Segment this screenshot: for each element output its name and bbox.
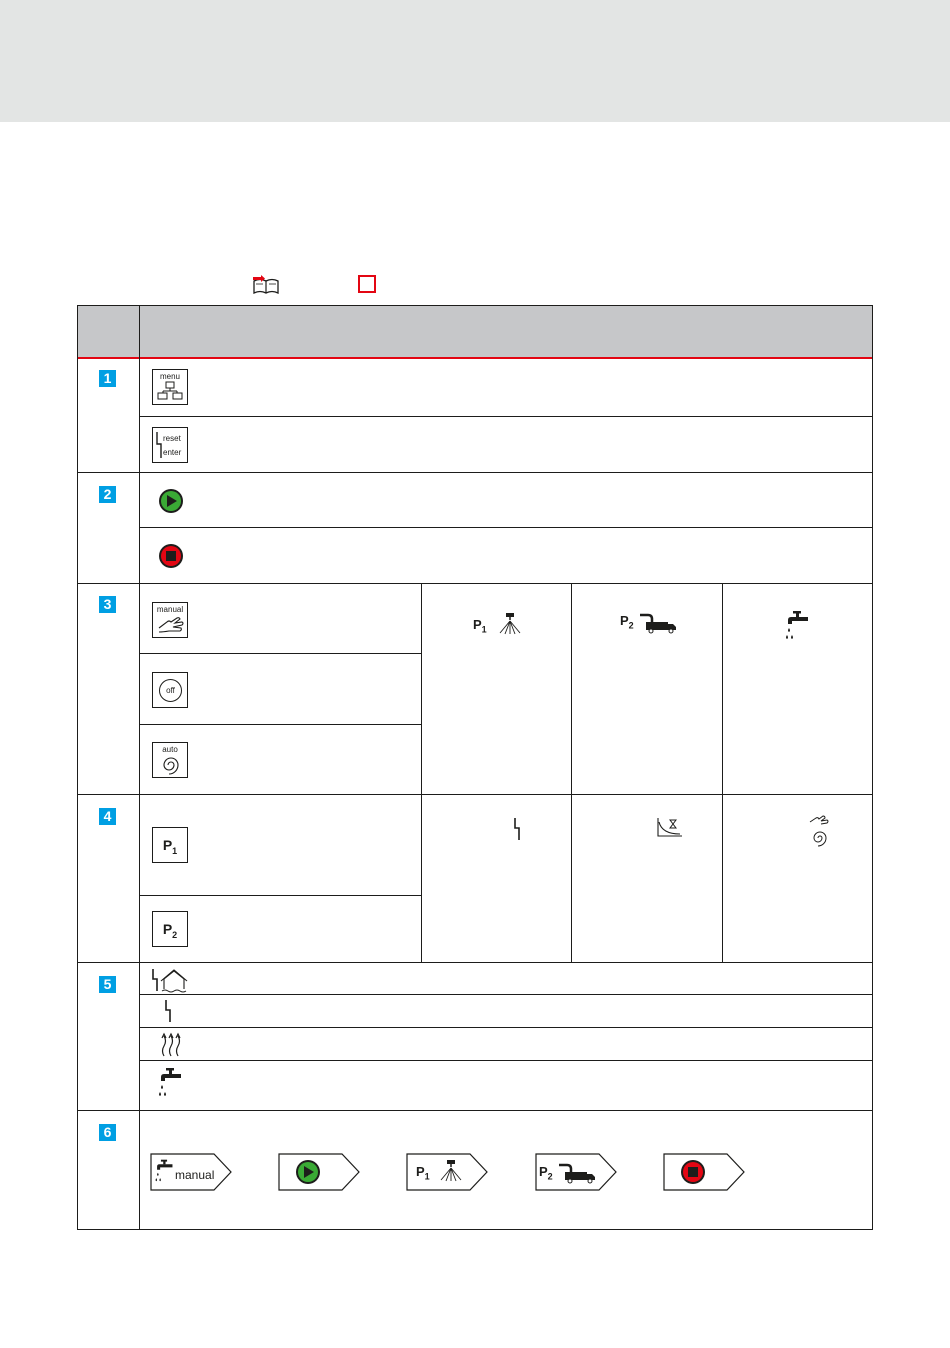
- status-tag-manual: [150, 1153, 232, 1191]
- off-mode-button[interactable]: [152, 672, 188, 708]
- row-number-1: 1: [99, 370, 116, 387]
- row-number-4: 4: [99, 808, 116, 825]
- tag-p2-sub: 2: [547, 1171, 553, 1182]
- row-number-2: 2: [99, 486, 116, 503]
- manual-reference-book-icon: [252, 275, 280, 295]
- auto-label: auto: [162, 745, 178, 754]
- water-tap-icon: [784, 611, 810, 643]
- p1-button[interactable]: [152, 827, 188, 863]
- truck-refill-icon: [557, 1161, 597, 1185]
- water-tap-icon: [154, 1157, 174, 1187]
- menu-button[interactable]: [152, 369, 188, 405]
- table-header-row: [78, 306, 872, 359]
- status-tag-p2: [535, 1153, 617, 1191]
- hand-icon: [157, 614, 185, 634]
- stop-square: [688, 1167, 698, 1177]
- tag-p2-label: P: [539, 1164, 548, 1179]
- spray-nozzle-icon: [439, 1160, 463, 1182]
- play-triangle: [304, 1166, 314, 1178]
- building-fault-icon: [150, 967, 190, 993]
- manual-mode-button[interactable]: [152, 602, 188, 638]
- p2-button-sub: 2: [172, 929, 178, 940]
- water-tap-icon: [157, 1068, 183, 1100]
- heating-icon: [160, 1032, 182, 1058]
- header-band: [0, 0, 950, 122]
- play-triangle: [167, 495, 177, 507]
- symbol-table: [77, 305, 873, 1230]
- row-number-6: 6: [99, 1124, 116, 1141]
- p1-button-sub: 1: [172, 845, 178, 856]
- row-number-3: 3: [99, 596, 116, 613]
- stop-icon[interactable]: [159, 544, 183, 568]
- status-tag-stop: [663, 1153, 745, 1191]
- p2-button[interactable]: [152, 911, 188, 947]
- tag-p1-sub: 1: [424, 1171, 430, 1182]
- reset-enter-button[interactable]: [152, 427, 188, 463]
- manual-label: manual: [156, 605, 184, 614]
- start-icon[interactable]: [159, 489, 183, 513]
- timer-curve-icon: [656, 816, 684, 840]
- fault-bolt-icon: [513, 817, 521, 841]
- fault-bolt-icon: [155, 431, 163, 459]
- menu-tree-icon: [156, 381, 184, 401]
- stop-icon: [681, 1160, 705, 1184]
- start-icon: [296, 1160, 320, 1184]
- tag-manual-label: manual: [175, 1168, 215, 1182]
- auto-swirl-icon: [160, 754, 182, 776]
- p2-sub: 2: [628, 620, 634, 631]
- column-separator: [139, 306, 140, 1229]
- spray-nozzle-icon: [498, 613, 522, 635]
- status-tag-start: [278, 1153, 360, 1191]
- fault-bolt-icon: [164, 999, 172, 1023]
- manual-auto-icon: [807, 814, 835, 848]
- p1-button-label: P: [162, 837, 173, 853]
- menu-button-label: menu: [159, 372, 180, 381]
- p1-label: P: [473, 617, 482, 632]
- tag-p1-label: P: [416, 1164, 425, 1179]
- p2-label: P: [620, 613, 629, 628]
- status-tag-p1: [406, 1153, 488, 1191]
- truck-refill-icon: [638, 612, 678, 634]
- red-marker-square: [358, 275, 376, 293]
- enter-label: enter: [163, 448, 182, 457]
- p1-sub: 1: [481, 624, 487, 635]
- p2-truck-symbol: [620, 611, 680, 635]
- auto-mode-button[interactable]: [152, 742, 188, 778]
- stop-square: [166, 551, 176, 561]
- p2-button-label: P: [162, 921, 173, 937]
- off-label: off: [159, 679, 182, 702]
- row-number-5: 5: [99, 976, 116, 993]
- p1-spray-symbol: [473, 613, 523, 635]
- reset-label: reset: [163, 434, 181, 443]
